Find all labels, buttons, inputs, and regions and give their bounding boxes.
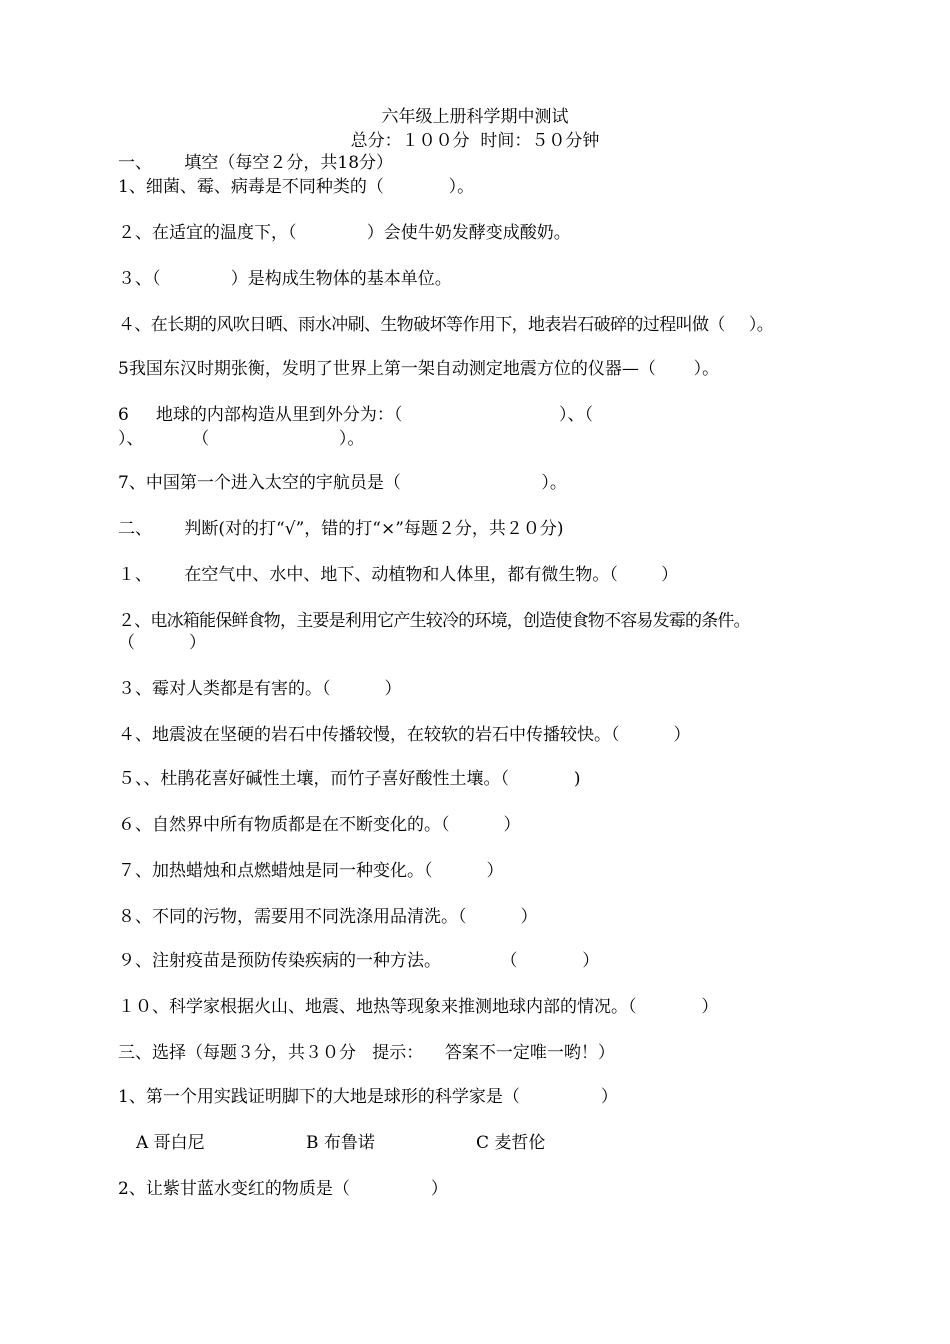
judge-question-9: ９、注射疫苗是预防传染疾病的一种方法。 （ ） — [118, 951, 600, 971]
section-3-heading: 三、选择（每题３分，共３０分 提示： 答案不一定唯一哟！） — [118, 1043, 615, 1063]
choice-question-1-option-b: B 布鲁诺 — [306, 1133, 375, 1153]
fill-question-4: ４、在长期的风吹日晒、雨水冲刷、生物破坏等作用下，地表岩石破碎的过程叫做（ ）。 — [118, 315, 774, 335]
judge-question-2-line-1: ２、电冰箱能保鲜食物，主要是利用它产生较冷的环境，创造使食物不容易发霉的条件。 — [118, 611, 750, 631]
section-1-heading: 一、 填空（每空２分，共18分） — [118, 153, 394, 173]
choice-question-1: 1、第一个用实践证明脚下的大地是球形的科学家是（ ） — [118, 1087, 618, 1107]
judge-question-4: ４、地震波在坚硬的岩石中传播较慢，在较软的岩石中传播较快。（ ） — [118, 725, 691, 745]
judge-question-6: ６、自然界中所有物质都是在不断变化的。（ ） — [118, 815, 521, 835]
exam-meta: 总分：１００分 时间：５０分钟 — [350, 131, 600, 151]
choice-question-2: 2、让紫甘蓝水变红的物质是（ ） — [118, 1179, 448, 1199]
fill-question-1: 1、细菌、霉、病毒是不同种类的（ ）。 — [118, 177, 475, 197]
fill-question-2: ２、在适宜的温度下，（ ）会使牛奶发酵变成酸奶。 — [118, 223, 571, 243]
judge-question-1: １、 在空气中、水中、地下、动植物和人体里，都有微生物。（ ） — [118, 565, 679, 585]
fill-question-6-line-1: 6 地球的内部构造从里到外分为：（ ）、（ — [118, 405, 594, 425]
fill-question-3: ３、（ ）是构成生物体的基本单位。 — [118, 269, 452, 289]
judge-question-5: ５、、杜鹃花喜好碱性土壤，而竹子喜好酸性土壤。（ ) — [118, 769, 581, 789]
fill-question-5: 5我国东汉时期张衡，发明了世界上第一架自动测定地震方位的仪器—（ ）。 — [118, 359, 720, 379]
choice-question-1-option-a: A 哥白尼 — [136, 1133, 205, 1153]
section-2-heading: 二、 判断(对的打“√”，错的打“×”每题２分，共２０分) — [118, 519, 564, 539]
judge-question-3: ３、霉对人类都是有害的。（ ） — [118, 679, 402, 699]
judge-question-2-line-2: （ ） — [118, 633, 207, 653]
judge-question-7: ７、加热蜡烛和点燃蜡烛是同一种变化。（ ） — [118, 861, 504, 881]
judge-question-10: １０、科学家根据火山、地震、地热等现象来推测地球内部的情况。（ ） — [118, 997, 719, 1017]
fill-question-6-line-2: ）、 （ ）。 — [118, 429, 365, 449]
exam-title: 六年级上册科学期中测试 — [381, 107, 569, 127]
choice-question-1-option-c: C 麦哲伦 — [476, 1133, 546, 1153]
fill-question-7: 7、中国第一个进入太空的宇航员是（ ）。 — [118, 473, 567, 493]
judge-question-8: ８、不同的污物，需要用不同洗涤用品清洗。（ ） — [118, 907, 538, 927]
